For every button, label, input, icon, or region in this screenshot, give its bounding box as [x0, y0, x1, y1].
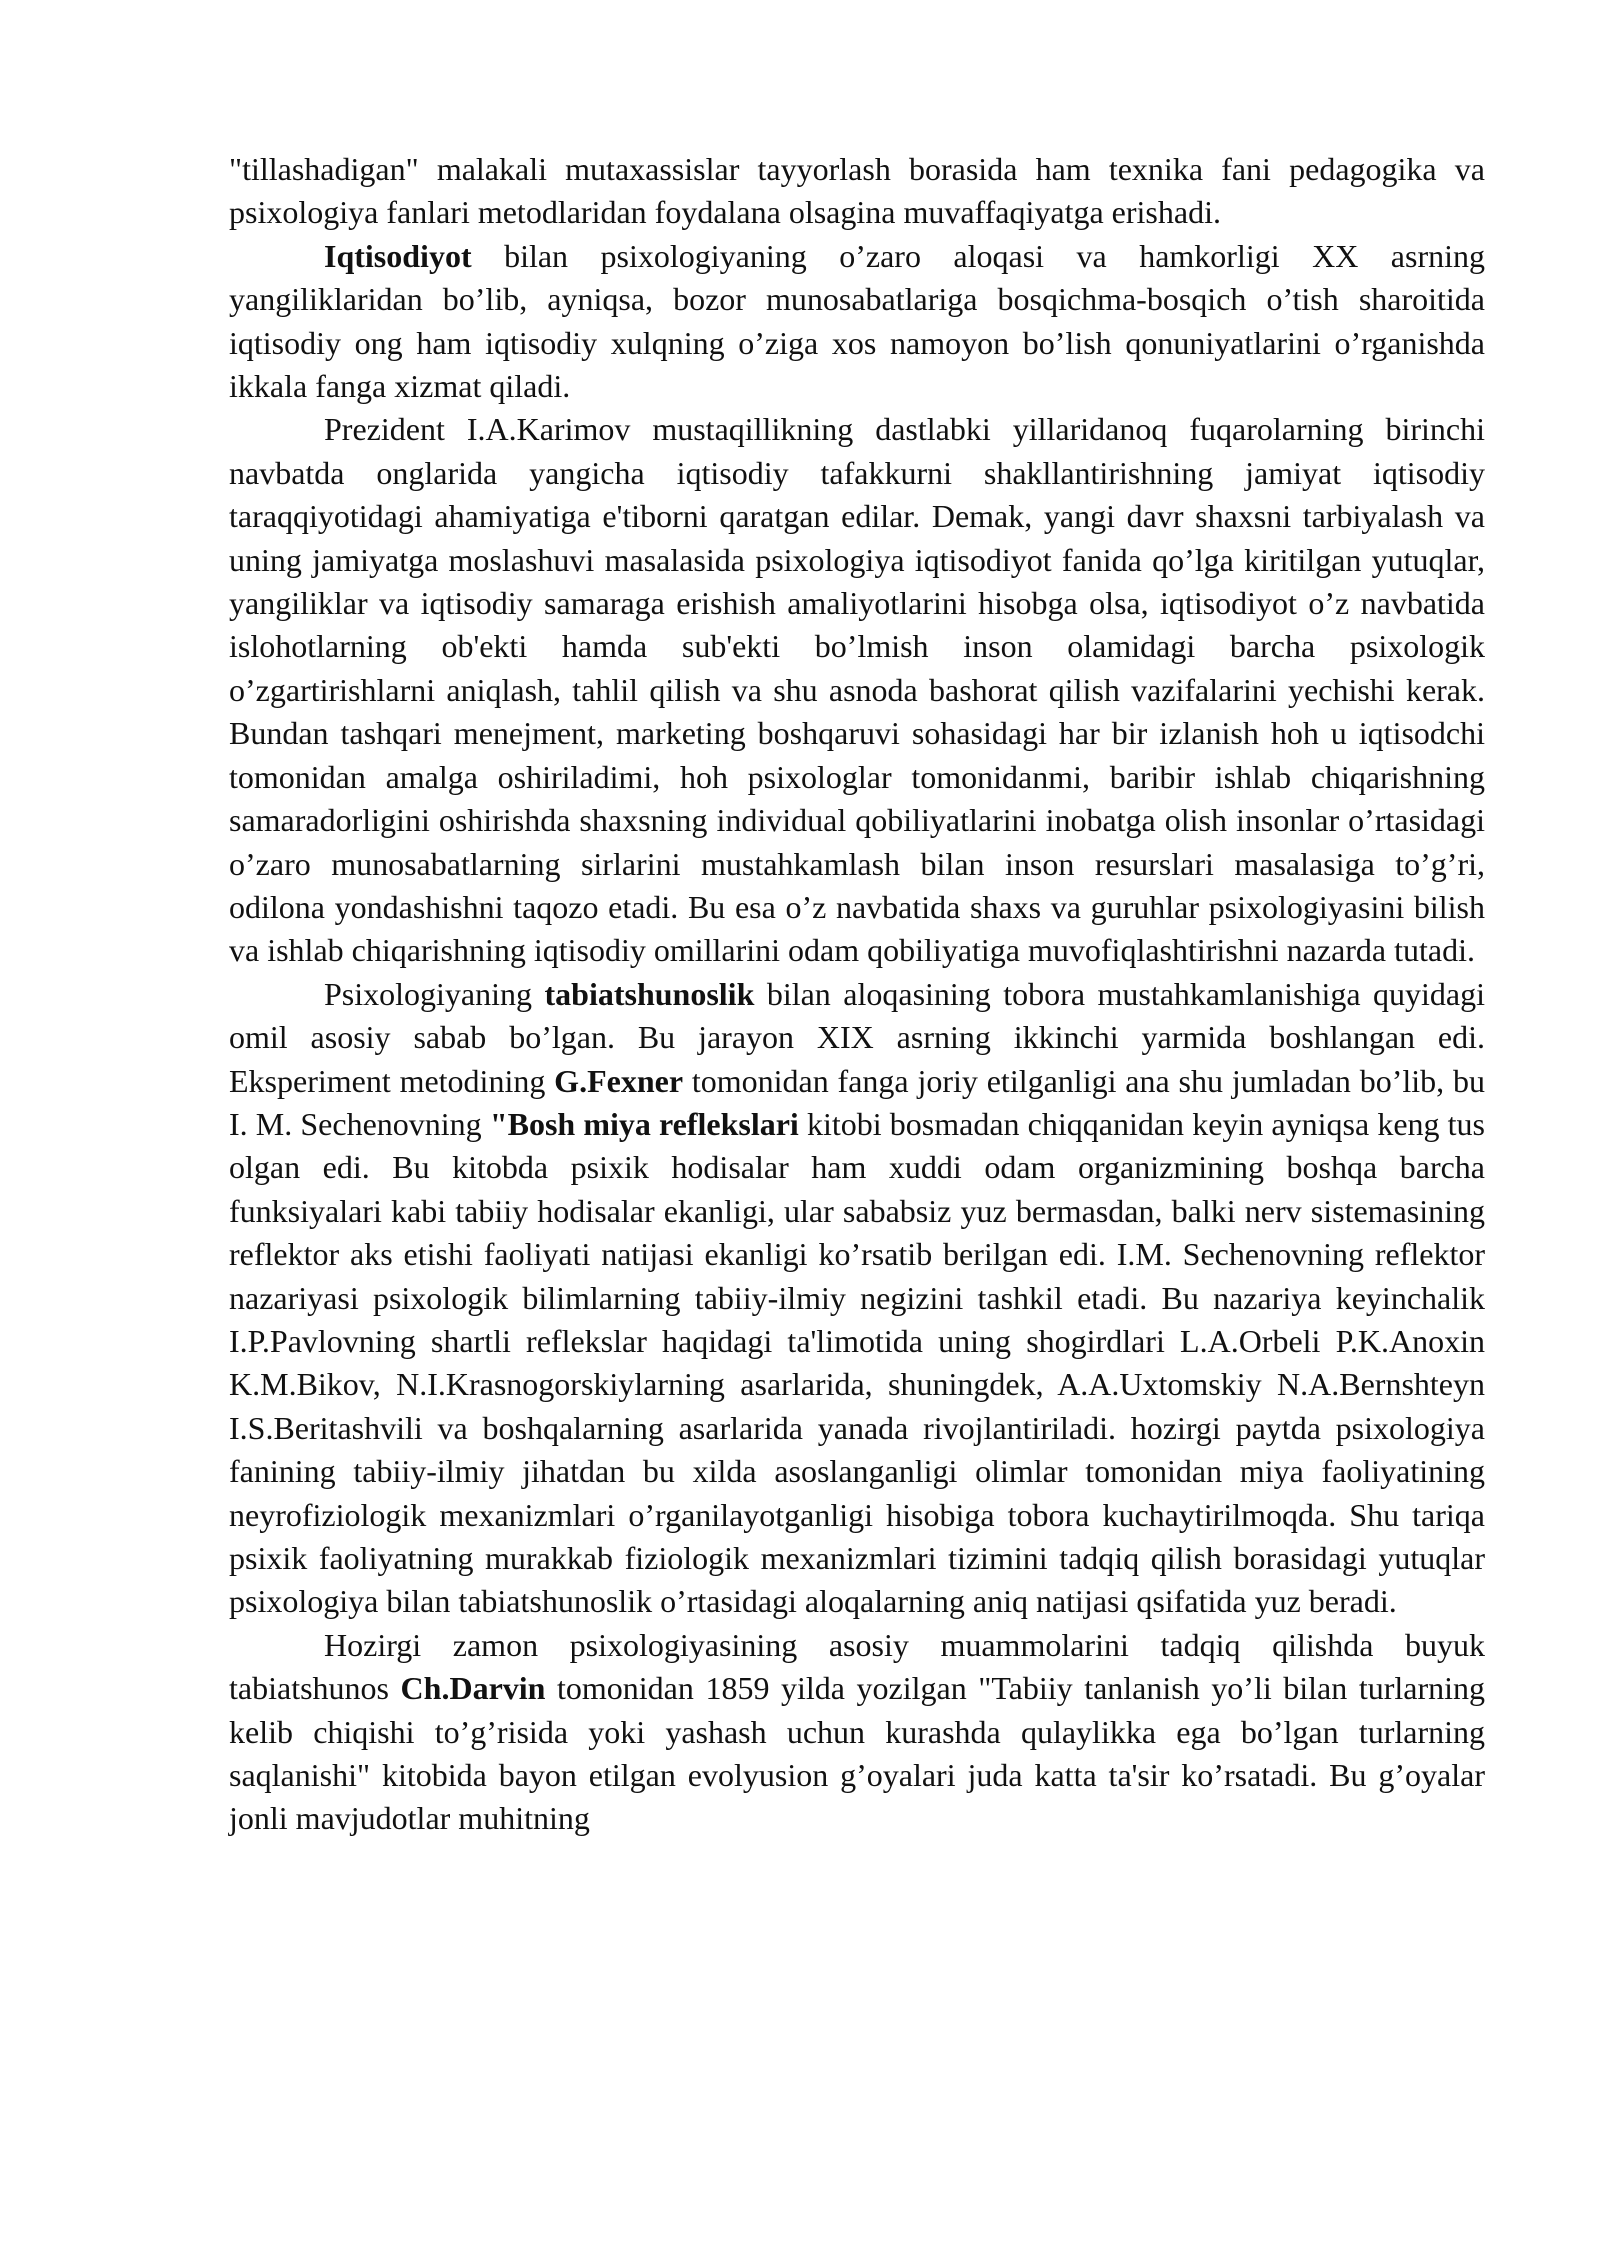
term-tabiatshunoslik: tabiatshunoslik — [544, 975, 755, 1012]
paragraph-4-text-a: Psixologiyaning — [324, 975, 545, 1012]
document-page — [229, 148, 1485, 1841]
paragraph-5 — [229, 1624, 1485, 1841]
paragraph-5-text-a: Hozirgi zamon psixologiyasining asosiy muammolarini tadqiq qilishda buyuk tabiatshunos — [229, 1626, 1485, 1707]
paragraph-4 — [229, 973, 1485, 1624]
paragraph-3 — [229, 408, 1485, 972]
paragraph-2 — [229, 235, 1485, 409]
paragraph-5-text-b: tomonidan 1859 yilda yozilgan "Tabiiy tanlanish yo’li bilan turlarning kelib chiqishi to’g’risida yoki yashash uchun kurashda qulaylikka ega bo’lgan turlarning saqlanishi" kitobida bayon etilgan evolyusion g’oyalari juda katta ta'sir ko’rsatadi. Bu g’oyalar jonli mavjudotlar muhitning — [229, 1670, 1486, 1837]
paragraph-3-text: Prezident I.A.Karimov mustaqillikning dastlabki yillaridanoq fuqarolarning birinchi navbatda onglarida yangicha iqtisodiy tafakkurni shakllantirishning jamiyat iqtisodiy taraqqiyotidagi ahamiyatiga e'tiborni qaratgan edilar. Demak, yangi davr shaxsni tarbiyalash va uning jamiyatga moslashuvi masalasida psixologiya iqtisodiyot fanida qo’lga kiritilgan yutuqlar, yangiliklar va iqtisodiy samaraga erishish amaliyotlarini hisobga olsa, iqtisodiyot o’z navbatida islohotlarning ob'ekti hamda sub'ekti bo’lmish inson olamidagi barcha psixologik o’zgartirishlarni aniqlash, tahlil qilish va shu asnoda bashorat qilish vazifalarini yechishi kerak. Bundan tashqari menejment, marketing boshqaruvi sohasidagi har bir izlanish hoh u iqtisodchi tomonidan amalga oshiriladimi, hoh psixologlar tomonidanmi, baribir ishlab chiqarishning samaradorligini oshirishda shaxsning individual qobiliyatlarini inobatga olish insonlar o’rtasidagi o’zaro munosabatlarning sirlarini mustahkamlash bilan inson resurslari masalasiga to’g’ri, odilona yondashishni taqozo etadi. Bu esa o’z navbatida shaxs va guruhlar psixologiyasini bilish va ishlab chiqarishning iqtisodiy omillarini odam qobiliyatiga muvofiqlashtirishni nazarda tutadi. — [229, 411, 1485, 969]
paragraph-2-text: bilan psixologiyaning o’zaro aloqasi va hamkorligi XX asrning yangiliklaridan bo’lib, ayniqsa, bozor munosabatlariga bosqichma-bosqich o’tish sharoitida iqtisodiy ong ham iqtisodiy xulqning o’ziga xos namoyon bo’lish qonuniyatlarini o’rganishda ikkala fanga xizmat qiladi. — [229, 237, 1485, 405]
paragraph-1 — [229, 148, 1485, 235]
paragraph-4-text-b: bilan aloqasining tobora mustahkamlanishiga quyidagi omil asosiy sabab bo’lgan. Bu jarayon XIX asrning ikkinchi yarmida boshlangan edi. Eksperiment metodining — [229, 975, 1486, 1099]
paragraph-4-text-c: tomonidan fanga joriy etilganligi ana shu jumladan bo’lib, bu I. M. Sechenovning — [229, 1062, 1486, 1142]
book-title-bosh-miya-reflekslari: "Bosh miya reflekslari — [489, 1105, 799, 1142]
paragraph-4-text-d: kitobi bosmadan chiqqanidan keyin ayniqsa keng tus olgan edi. Bu kitobda psixik hodisalar ham xuddi odam organizmining boshqa barcha funksiyalari kabi tabiiy hodisalar ekanligi, ular sababsiz yuz bermasdan, balki nerv sistemasining reflektor aks etishi faoliyati natijasi ekanligi ko’rsatib berilgan edi. I.M. Sechenovning reflektor nazariyasi psixologik bilimlarning tabiiy-ilmiy negizini tashkil etadi. Bu nazariya keyinchalik I.P.Pavlovning shartli reflekslar haqidagi ta'limotida uning shogirdlari L.A.Orbeli P.K.Anoxin K.M.Bikov, N.I.Krasnogorskiylarning asarlarida, shuningdek, A.A.Uxtomskiy N.A.Bernshteyn I.S.Beritashvili va boshqalarning asarlarida yanada rivojlantiriladi. hozirgi paytda psixologiya fanining tabiiy-ilmiy jihatdan bu xilda asoslanganligi olimlar tomonidan miya faoliyatining neyrofiziologik mexanizmlari o’rganilayotganligi hisobiga tobora kuchaytirilmoqda. Shu tariqa psixik faoliyatning murakkab fiziologik mexanizmlari tizimini tadqiq qilish borasidagi yutuqlar psixologiya bilan tabiatshunoslik o’rtasidagi aloqalarning aniq natijasi qsifatida yuz beradi. — [229, 1105, 1486, 1620]
name-g-fexner: G.Fexner — [554, 1062, 684, 1099]
name-ch-darvin: Ch.Darvin — [400, 1670, 546, 1707]
paragraph-1-text: "tillashadigan" malakali mutaxassislar tayyorlash borasida ham texnika fani pedagogika va psixologiya fanlari metodlaridan foydalana olsagina muvaffaqiyatga erishadi. — [229, 151, 1485, 231]
term-iqtisodiyot: Iqtisodiyot — [324, 237, 472, 274]
